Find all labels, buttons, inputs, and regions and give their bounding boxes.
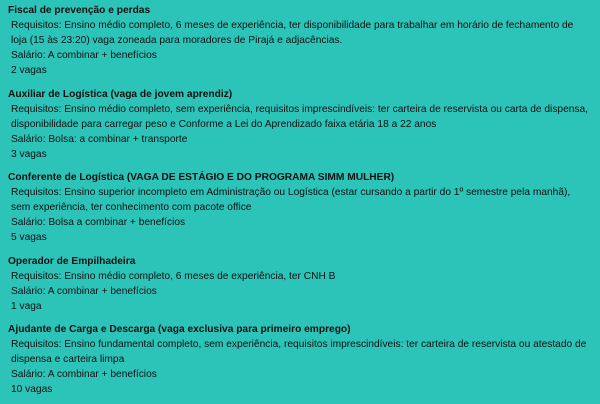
job-listing-conferente-logistica (8, 170, 592, 245)
job-title: Operador de Empilhadeira (8, 256, 136, 267)
job-salary: Salário: Bolsa: a combinar + transporte (11, 134, 188, 145)
job-salary: Salário: A combinar + benefícios (11, 50, 157, 61)
job-requirements: Requisitos: Ensino médio completo, 6 meses de experiência, ter CNH B (11, 271, 336, 282)
job-requirements: Requisitos: Ensino superior incompleto em Administração ou Logística (estar cursando a partir do 1º semestre pela manhã), sem experiência, ter conhecimento com pacote office (11, 187, 571, 213)
job-listing-auxiliar-logistica (8, 87, 592, 162)
job-openings: 10 vagas (11, 384, 53, 395)
job-openings: 3 vagas (11, 149, 47, 160)
job-openings: 2 vagas (11, 65, 47, 76)
job-salary: Salário: A combinar + benefícios (11, 286, 157, 297)
job-salary: Salário: A combinar + benefícios (11, 369, 157, 380)
job-listing-operador-empilhadeira (8, 254, 592, 314)
job-openings: 5 vagas (11, 232, 47, 243)
job-title: Ajudante de Carga e Descarga (vaga exclusiva para primeiro emprego) (8, 324, 351, 335)
job-requirements: Requisitos: Ensino fundamental completo, sem experiência, requisitos imprescindíveis: ter carteira de reservista ou atestado de dispensa e carteira limpa (11, 339, 587, 365)
job-requirements: Requisitos: Ensino médio completo, sem experiência, requisitos imprescindíveis: ter carteira de reservista ou carta de dispensa, disponibilidade para carregar peso e Conforme a Lei do Aprendizado faixa etária 18 a 22 anos (11, 104, 588, 130)
job-listing-ajudante-carga (8, 322, 592, 397)
job-title: Auxiliar de Logística (vaga de jovem aprendiz) (8, 89, 233, 100)
job-title: Fiscal de prevenção e perdas (8, 5, 151, 16)
job-listing-fiscal-prevencao (8, 3, 592, 78)
job-title: Conferente de Logística (VAGA DE ESTÁGIO E DO PROGRAMA SIMM MULHER) (8, 172, 395, 183)
job-requirements: Requisitos: Ensino médio completo, 6 meses de experiência, ter disponibilidade para trabalhar em horário de fechamento de loja (15 às 23:20) vaga zoneada para moradores de Pirajá e adjacências. (11, 20, 574, 46)
job-openings: 1 vaga (11, 301, 42, 312)
job-salary: Salário: Bolsa a combinar + benefícios (11, 217, 186, 228)
